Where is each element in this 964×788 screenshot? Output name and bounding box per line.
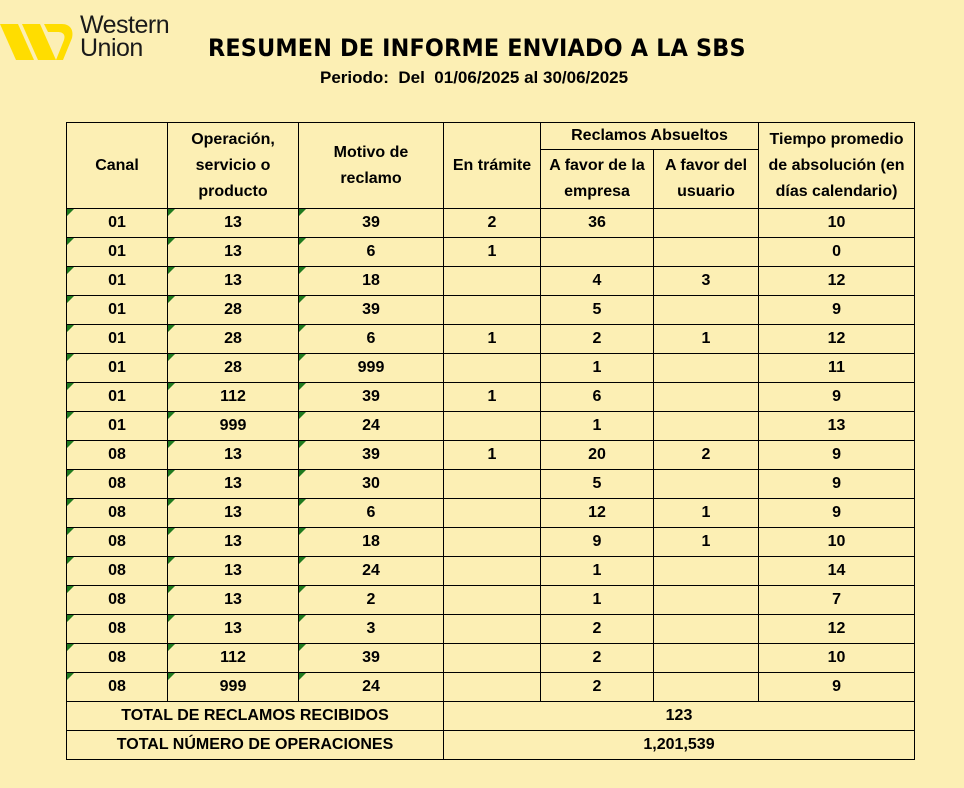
logo-text: [80, 11, 170, 62]
cell-operacion: 999: [168, 412, 299, 441]
header-operacion: Operación, servicio o producto: [168, 123, 299, 209]
total-reclamos-value: 123: [444, 702, 915, 731]
table-row: [67, 383, 915, 412]
cell-empresa: 1: [541, 412, 654, 441]
cell-tiempo: 9: [759, 499, 915, 528]
table-row: [67, 499, 915, 528]
cell-canal: 01: [67, 383, 168, 412]
cell-canal: 01: [67, 354, 168, 383]
total-reclamos-row: [67, 702, 915, 731]
table-row: [67, 209, 915, 238]
cell-operacion: 999: [168, 673, 299, 702]
cell-operacion: 13: [168, 615, 299, 644]
cell-tiempo: 7: [759, 586, 915, 615]
cell-canal: 08: [67, 615, 168, 644]
cell-tramite: [444, 557, 541, 586]
cell-motivo: 18: [299, 267, 444, 296]
cell-empresa: 36: [541, 209, 654, 238]
cell-tramite: 1: [444, 325, 541, 354]
total-operaciones-value: 1,201,539: [444, 731, 915, 760]
cell-tramite: 1: [444, 238, 541, 267]
cell-tramite: [444, 673, 541, 702]
header-canal: Canal: [67, 123, 168, 209]
table-row: [67, 644, 915, 673]
cell-tiempo: 11: [759, 354, 915, 383]
cell-empresa: 12: [541, 499, 654, 528]
cell-usuario: 1: [654, 528, 759, 557]
cell-tiempo: 12: [759, 615, 915, 644]
cell-canal: 08: [67, 470, 168, 499]
cell-empresa: [541, 238, 654, 267]
cell-motivo: 6: [299, 238, 444, 267]
cell-motivo: 39: [299, 383, 444, 412]
cell-tramite: 1: [444, 441, 541, 470]
total-operaciones-row: [67, 731, 915, 760]
cell-canal: 01: [67, 325, 168, 354]
cell-tramite: [444, 267, 541, 296]
cell-operacion: 13: [168, 209, 299, 238]
cell-empresa: 2: [541, 615, 654, 644]
cell-canal: 01: [67, 209, 168, 238]
cell-operacion: 28: [168, 296, 299, 325]
table-row: [67, 325, 915, 354]
cell-motivo: 39: [299, 209, 444, 238]
cell-tiempo: 10: [759, 644, 915, 673]
table-row: [67, 557, 915, 586]
cell-canal: 01: [67, 267, 168, 296]
report-title: RESUMEN DE INFORME ENVIADO A LA SBS: [208, 34, 746, 62]
cell-usuario: [654, 644, 759, 673]
cell-usuario: 1: [654, 325, 759, 354]
cell-usuario: [654, 209, 759, 238]
cell-motivo: 999: [299, 354, 444, 383]
header-favor-usuario: A favor del usuario: [654, 150, 759, 209]
cell-tramite: [444, 586, 541, 615]
cell-usuario: 3: [654, 267, 759, 296]
cell-motivo: 24: [299, 673, 444, 702]
cell-motivo: 18: [299, 528, 444, 557]
cell-operacion: 112: [168, 383, 299, 412]
cell-tiempo: 14: [759, 557, 915, 586]
cell-usuario: 1: [654, 499, 759, 528]
cell-tiempo: 9: [759, 441, 915, 470]
cell-tramite: 1: [444, 383, 541, 412]
cell-tramite: [444, 354, 541, 383]
cell-canal: 08: [67, 586, 168, 615]
cell-motivo: 39: [299, 644, 444, 673]
cell-empresa: 1: [541, 557, 654, 586]
cell-canal: 08: [67, 499, 168, 528]
table-row: [67, 412, 915, 441]
table-row: [67, 441, 915, 470]
cell-motivo: 6: [299, 499, 444, 528]
table-row: [67, 615, 915, 644]
cell-operacion: 13: [168, 267, 299, 296]
cell-empresa: 2: [541, 673, 654, 702]
cell-tiempo: 10: [759, 209, 915, 238]
cell-empresa: 4: [541, 267, 654, 296]
cell-empresa: 2: [541, 644, 654, 673]
cell-canal: 08: [67, 644, 168, 673]
header-motivo: Motivo de reclamo: [299, 123, 444, 209]
cell-tramite: [444, 296, 541, 325]
cell-tiempo: 9: [759, 296, 915, 325]
cell-tiempo: 0: [759, 238, 915, 267]
cell-tramite: [444, 499, 541, 528]
cell-empresa: 5: [541, 296, 654, 325]
total-operaciones-label: TOTAL NÚMERO DE OPERACIONES: [67, 731, 444, 760]
cell-usuario: [654, 296, 759, 325]
cell-tiempo: 9: [759, 673, 915, 702]
cell-usuario: [654, 383, 759, 412]
cell-usuario: 2: [654, 441, 759, 470]
cell-tiempo: 10: [759, 528, 915, 557]
cell-tramite: [444, 412, 541, 441]
cell-motivo: 39: [299, 296, 444, 325]
cell-motivo: 24: [299, 412, 444, 441]
cell-tramite: 2: [444, 209, 541, 238]
cell-motivo: 30: [299, 470, 444, 499]
cell-operacion: 13: [168, 586, 299, 615]
cell-tiempo: 12: [759, 267, 915, 296]
table-row: [67, 586, 915, 615]
cell-empresa: 20: [541, 441, 654, 470]
header-favor-empresa: A favor de la empresa: [541, 150, 654, 209]
cell-motivo: 24: [299, 557, 444, 586]
logo-text-line1: Western: [80, 11, 170, 39]
cell-operacion: 13: [168, 528, 299, 557]
cell-tramite: [444, 470, 541, 499]
cell-canal: 08: [67, 557, 168, 586]
table-row: [67, 528, 915, 557]
cell-operacion: 13: [168, 499, 299, 528]
cell-operacion: 13: [168, 557, 299, 586]
cell-motivo: 2: [299, 586, 444, 615]
cell-motivo: 6: [299, 325, 444, 354]
cell-operacion: 13: [168, 441, 299, 470]
cell-empresa: 2: [541, 325, 654, 354]
header-tramite: En trámite: [444, 123, 541, 209]
cell-usuario: [654, 238, 759, 267]
cell-operacion: 13: [168, 238, 299, 267]
table-body: [67, 209, 915, 702]
cell-operacion: 28: [168, 325, 299, 354]
cell-tiempo: 13: [759, 412, 915, 441]
cell-usuario: [654, 470, 759, 499]
cell-usuario: [654, 557, 759, 586]
cell-empresa: 5: [541, 470, 654, 499]
cell-canal: 08: [67, 528, 168, 557]
cell-operacion: 28: [168, 354, 299, 383]
header-tiempo: Tiempo promedio de absolución (en días calendario): [759, 123, 915, 209]
cell-canal: 01: [67, 296, 168, 325]
cell-motivo: 39: [299, 441, 444, 470]
cell-tramite: [444, 644, 541, 673]
cell-empresa: 1: [541, 354, 654, 383]
table-row: [67, 673, 915, 702]
table-header-row: [67, 123, 915, 150]
cell-tramite: [444, 528, 541, 557]
total-reclamos-label: TOTAL DE RECLAMOS RECIBIDOS: [67, 702, 444, 731]
cell-empresa: 6: [541, 383, 654, 412]
cell-canal: 01: [67, 238, 168, 267]
cell-tiempo: 9: [759, 470, 915, 499]
cell-operacion: 112: [168, 644, 299, 673]
western-union-logo-icon: [0, 20, 76, 62]
cell-tramite: [444, 615, 541, 644]
western-union-logo: [0, 11, 190, 70]
table-row: [67, 238, 915, 267]
report-period: Periodo: Del 01/06/2025 al 30/06/2025: [320, 68, 629, 87]
cell-usuario: [654, 586, 759, 615]
cell-motivo: 3: [299, 615, 444, 644]
cell-usuario: [654, 673, 759, 702]
header-reclamos-absueltos: Reclamos Absueltos: [541, 123, 759, 150]
cell-usuario: [654, 615, 759, 644]
cell-canal: 01: [67, 412, 168, 441]
table-row: [67, 267, 915, 296]
table-row: [67, 470, 915, 499]
cell-empresa: 9: [541, 528, 654, 557]
report-table: [66, 122, 915, 760]
table-row: [67, 354, 915, 383]
cell-tiempo: 12: [759, 325, 915, 354]
cell-usuario: [654, 354, 759, 383]
cell-tiempo: 9: [759, 383, 915, 412]
cell-canal: 08: [67, 673, 168, 702]
logo-text-line2: Union: [80, 34, 143, 62]
cell-empresa: 1: [541, 586, 654, 615]
table-row: [67, 296, 915, 325]
cell-usuario: [654, 412, 759, 441]
cell-operacion: 13: [168, 470, 299, 499]
cell-canal: 08: [67, 441, 168, 470]
